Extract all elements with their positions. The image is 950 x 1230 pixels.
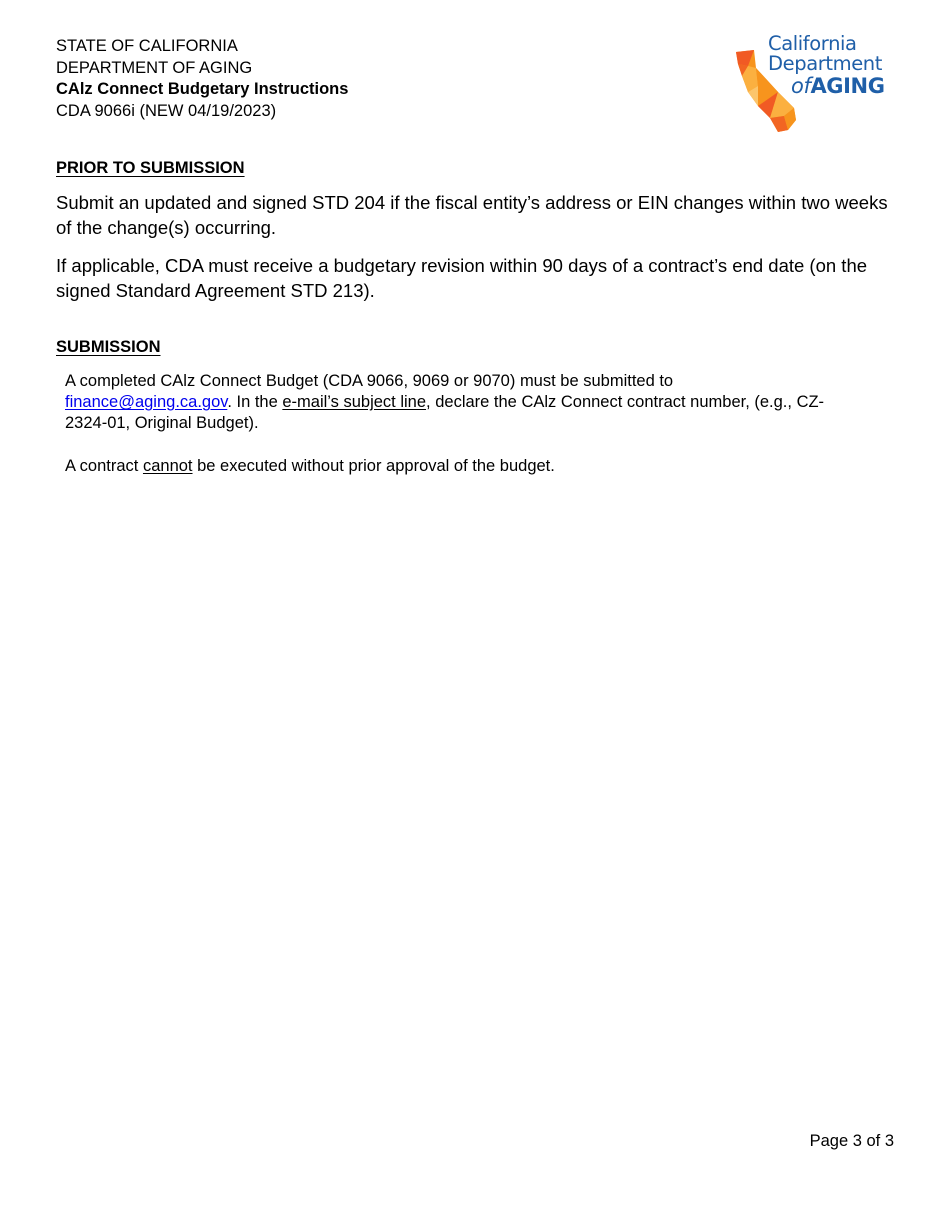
submission-text-3: , declare the CAlz Connect contract number, (e.g., CZ-2324-01, Original Budget). bbox=[65, 393, 825, 432]
finance-email-link[interactable]: finance@aging.ca.gov bbox=[65, 393, 228, 411]
prior-paragraph-1: Submit an updated and signed STD 204 if the fiscal entity’s address or EIN changes within two weeks of the change(s) occurring. bbox=[56, 192, 888, 238]
cannot-emphasis: cannot bbox=[142, 457, 193, 475]
subject-line-emphasis: e-mail’s subject line bbox=[282, 393, 427, 411]
document-title: CAlz Connect Budgetary Instructions bbox=[56, 80, 349, 98]
submission-paragraph-2 bbox=[65, 456, 825, 477]
form-id: CDA 9066i (NEW 04/19/2023) bbox=[56, 101, 277, 120]
header-state: STATE OF CALIFORNIA bbox=[56, 37, 238, 55]
logo-text-of-aging bbox=[791, 74, 885, 98]
submission-text-5: be executed without prior approval of the budget. bbox=[192, 457, 555, 475]
submission-heading: SUBMISSION bbox=[56, 338, 161, 356]
submission-text-2: . In the bbox=[227, 393, 283, 411]
page-number: Page 3 of 3 bbox=[809, 1132, 894, 1150]
logo-text-aging: AGING bbox=[810, 74, 885, 98]
logo-text-department: Department bbox=[768, 52, 882, 75]
header-department: DEPARTMENT OF AGING bbox=[56, 58, 253, 77]
submission-paragraph-1 bbox=[65, 371, 825, 434]
submission-text-4: A contract bbox=[65, 457, 143, 475]
prior-paragraph-2: If applicable, CDA must receive a budgetary revision within 90 days of a contract’s end date (on the signed Standard Agreement STD 213). bbox=[56, 255, 868, 301]
cda-logo bbox=[734, 32, 899, 134]
submission-text-1: A completed CAlz Connect Budget (CDA 9066, 9069 or 9070) must be submitted to bbox=[65, 372, 674, 390]
document-header bbox=[56, 36, 348, 122]
prior-to-submission-heading: PRIOR TO SUBMISSION bbox=[56, 159, 245, 177]
logo-text-of: of bbox=[791, 74, 811, 98]
logo-text-california: California bbox=[768, 32, 857, 55]
